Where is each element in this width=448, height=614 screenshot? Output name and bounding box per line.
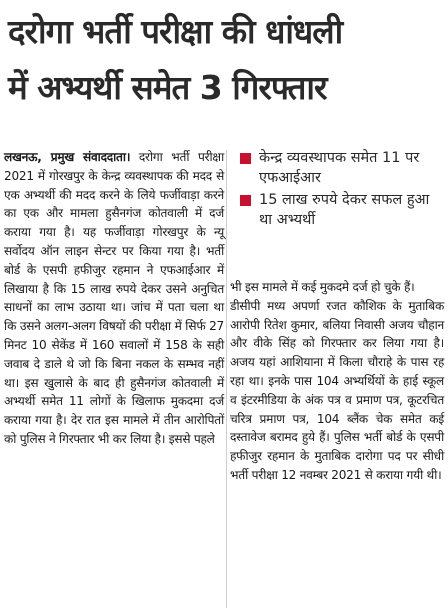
red-square-bullet-icon: [240, 195, 251, 206]
highlight-item: [240, 190, 445, 230]
column-divider: [226, 150, 227, 608]
dateline: लखनऊ, प्रमुख संवाददाता।: [4, 150, 131, 164]
highlight-item: [240, 148, 445, 188]
red-square-bullet-icon: [240, 153, 251, 164]
article-paragraph: [4, 148, 224, 449]
article-right-column: [230, 278, 444, 485]
article-left-column: [4, 148, 224, 449]
article-paragraph: भी इस मामले में कई मुकदमे दर्ज हो चुके हैं।: [230, 280, 415, 294]
highlight-text: 15 लाख रुपये देकर सफल हुआ था अभ्यर्थी: [259, 192, 430, 228]
headline-line-1: दरोगा भर्ती परीक्षा की धांधली: [8, 12, 343, 51]
headline: [8, 6, 442, 118]
article-left-text: दरोगा भर्ती परीक्षा 2021 में गोरखपुर के केन्द्र व्यवस्थापक की मदद से एक अभ्यर्थी की मदद करने के लिये फर्जीवाड़ा करने का एक और मामला हुसैनगंज कोतवाली में दर्ज कराया गया है। यह फर्जीवाड़ा गोरखपुर के न्यू सर्वोदय ऑन लाइन सेन्टर पर किया गया है। भर्ती बोर्ड के एसपी हफीजुर रहमान ने एफआईआर में लिखाया है कि 15 लाख रुपये देकर उसने अनुचित साधनों का लाभ उठाया था। जांच में पता चला था कि उसने अलग-अलग विषयों की परीक्षा में सिर्फ 27 मिनट 10 सेकेंड में 160 सवालों में 158 के सही जवाब दे डाले थे जो कि बिना नकल के सम्भव नहीं था। इस खुलासे के बाद ही हुसैनगंज कोतवाली में अभ्यर्थी समेत 11 लोगों के खिलाफ मुकदमा दर्ज कराया गया है। देर रात इस मामले में तीन आरोपितों को पुलिस ने गिरफ्तार भी कर लिया है। इससे पहले: [4, 150, 224, 446]
highlights-box: [240, 148, 445, 232]
headline-line-2: में अभ्यर्थी समेत 3 गिरफ्तार: [8, 68, 327, 107]
highlight-text: केन्द्र व्यवस्थापक समेत 11 पर एफआईआर: [259, 150, 420, 186]
article-paragraph: डीसीपी मध्य अपर्णा रजत कौशिक के मुताबिक आरोपी रितेश कुमार, बलिया निवासी अजय चौहान और वीके सिंह को गिरफ्तार कर लिया गया है। अजय यहां आशियाना में किला चौराहे के पास रह रहा था। इनके पास 104 अभ्यर्थियों के हाई स्कूल व इंटरमीडिया के अंक पत्र व प्रमाण पत्र, कूटरचित चरित्र प्रमाण पत्र, 104 ब्लैंक चेक समेत कई दस्तावेज बरामद हुये हैं। पुलिस भर्ती बोर्ड के एसपी हफीजुर रहमान के मुताबिक दारोगा पद पर सीधी भर्ती परीक्षा 12 नवम्बर 2021 से कराया गयी थी।: [230, 298, 444, 482]
